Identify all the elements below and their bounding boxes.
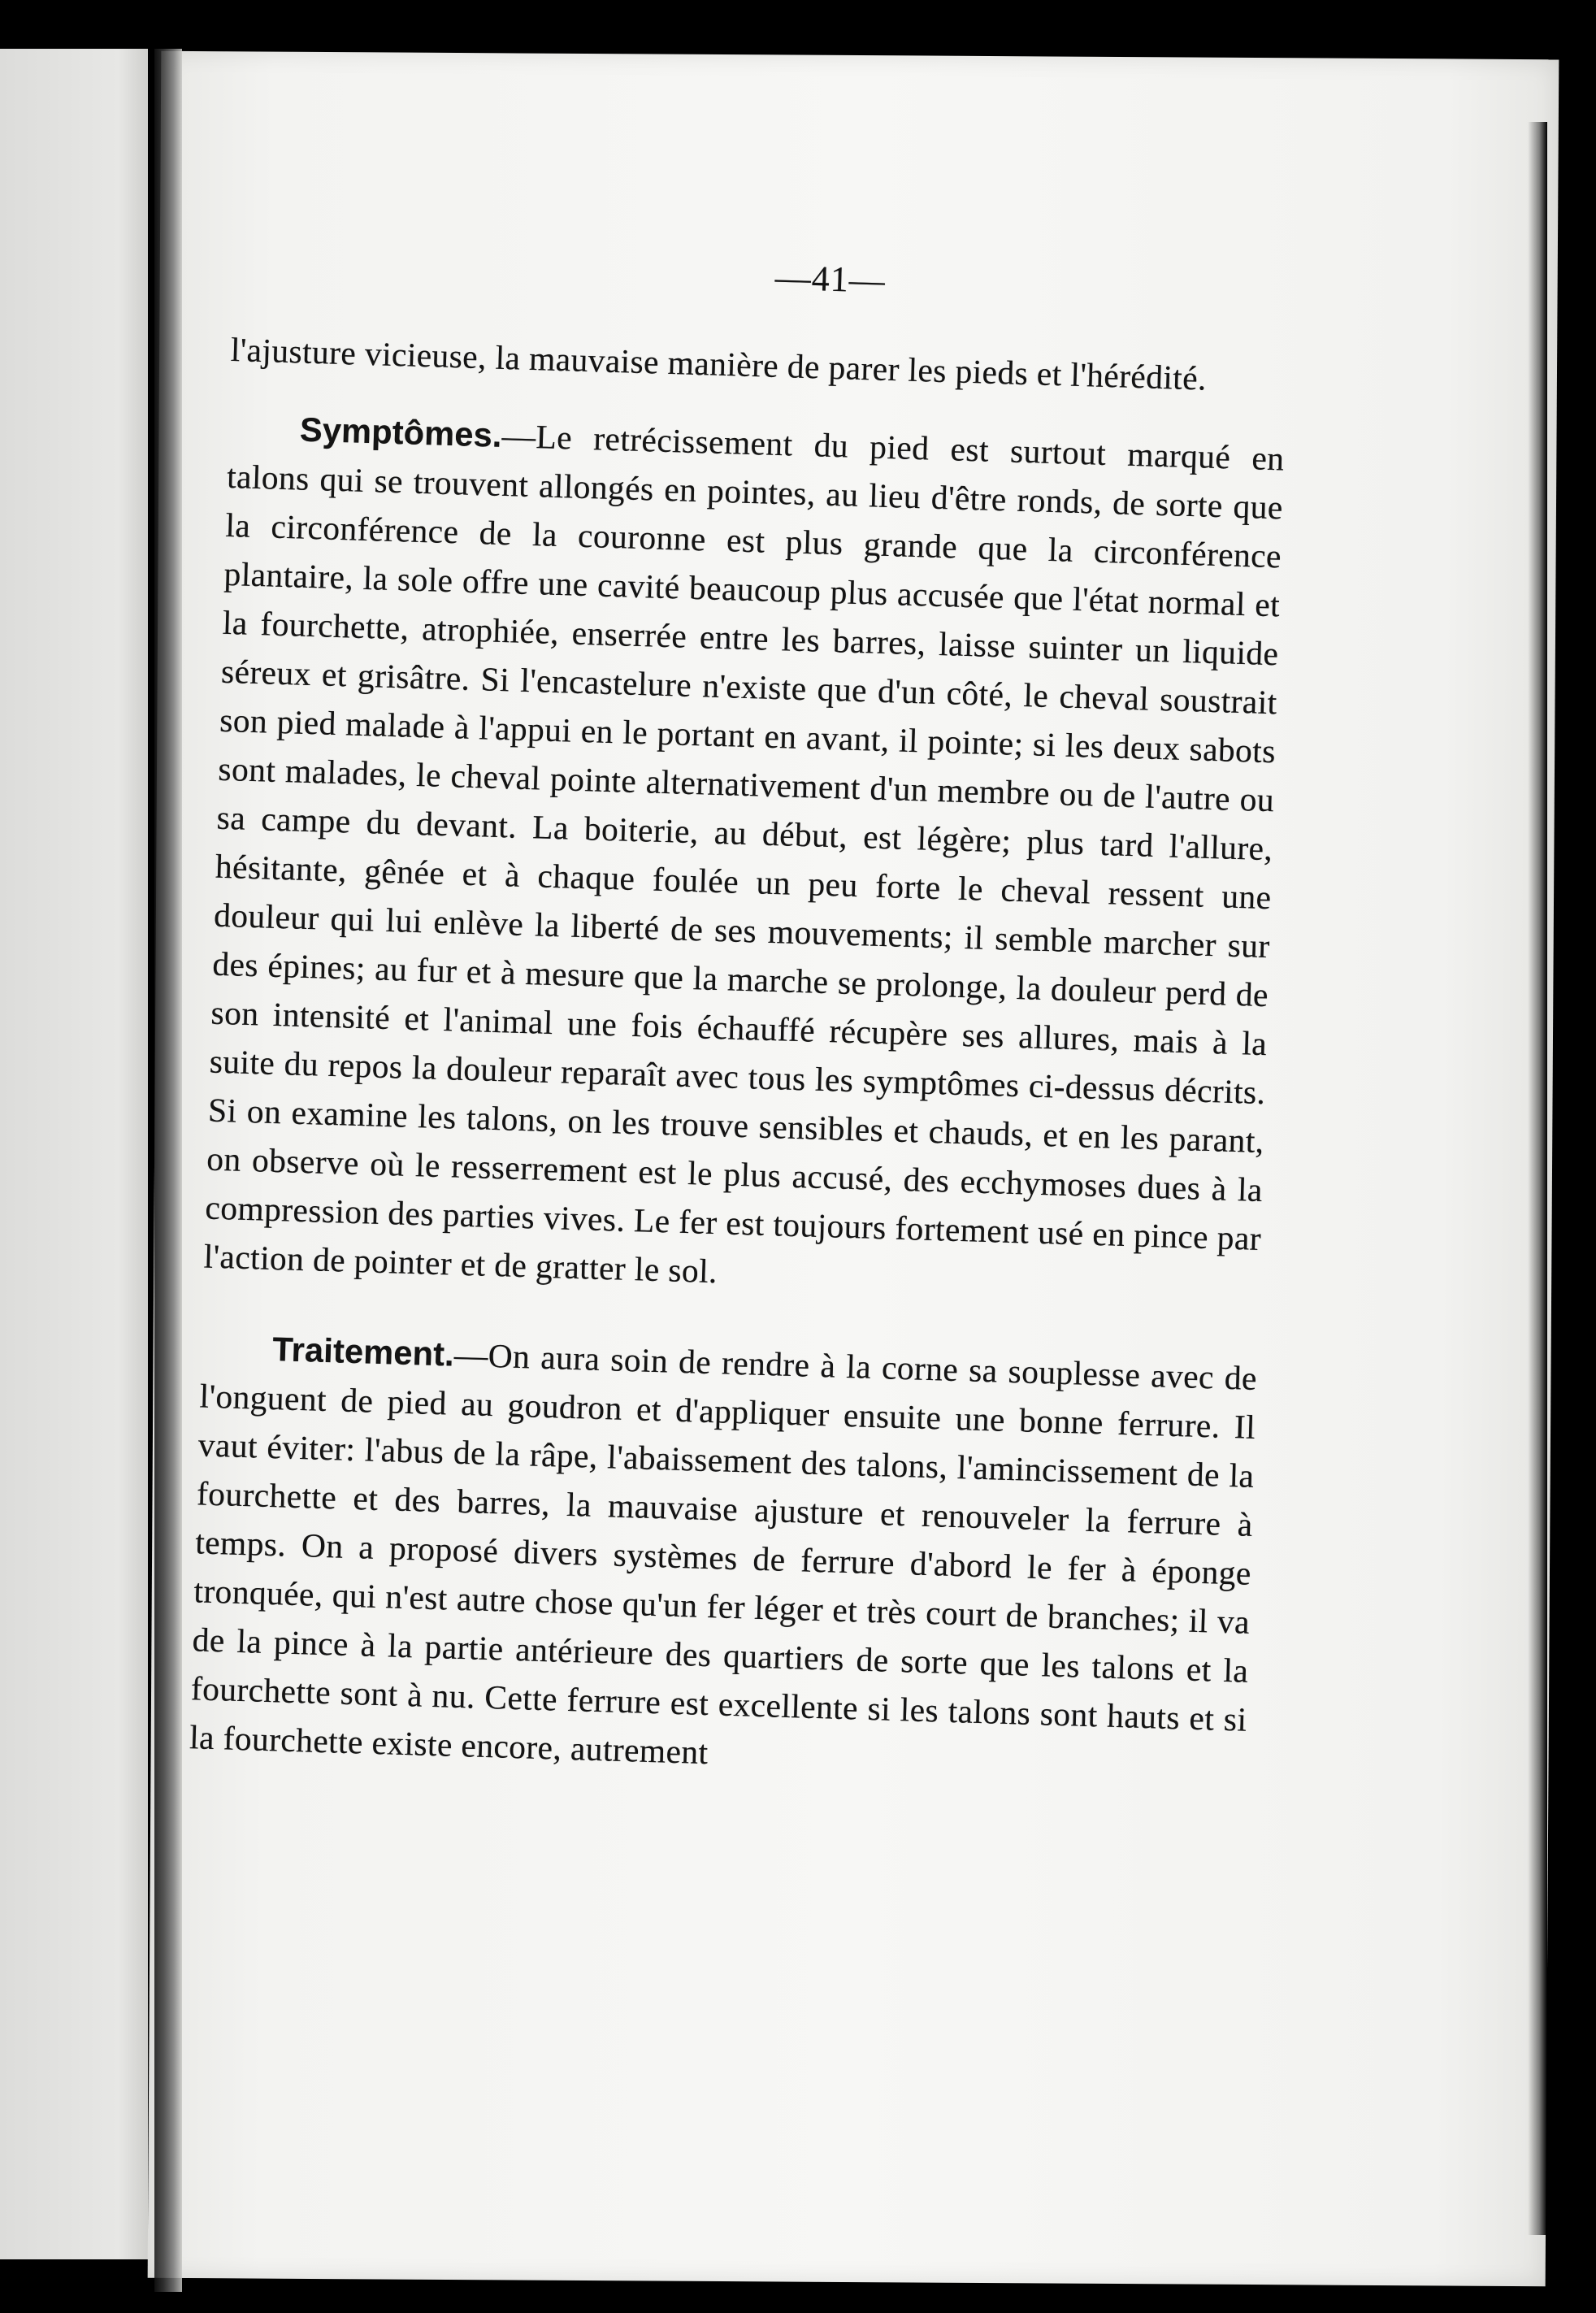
page-number: —41—: [774, 257, 887, 301]
paragraph-continuation: [230, 325, 1287, 406]
paragraph-text: —Le retrécissement du pied est surtout marqué en talons qui se trouvent allongés en pointes, au lieu d'être ronds, de sorte que la circonférence de la couronne est plus grande que la circonférence plantaire, la sole offre une cavité beaucoup plus accusée que l'état normal et la fourchette, atrophiée, enserrée entre les barres, laisse suinter un liquide séreux et grisâtre. Si l'encastelure n'existe que d'un côté, le cheval soustrait son pied malade à l'appui en le portant en avant, il pointe; si les deux sabots sont malades, le cheval pointe alternativement d'un membre ou de l'autre ou sa campe du devant. La boiterie, au début, est légère; plus tard l'allure, hésitante, gênée et à chaque foulée un peu forte le cheval ressent une douleur qui lui enlève la liberté de ses mouvements; il semble marcher sur des épines; au fur et à mesure que la marche se prolonge, la douleur perd de son intensité et l'animal une fois échauffé récupère ses allures, mais à la suite du repos la douleur reparaît avec tous les symptômes ci-dessus décrits. Si on examine les talons, on les trouve sensibles et chauds, et en les parant, on observe où le resserrement est le plus accusé, des ecchymoses dues à la compression des parties vives. Le fer est toujours fortement usé en pince par l'action de pointer et de gratter le sol.: [203, 416, 1286, 1291]
paragraph-text: —On aura soin de rendre à la corne sa souplesse avec de l'onguent de pied au goudron et d'appliquer ensuite une bonne ferrure. Il vaut éviter: l'abus de la râpe, l'abaissement des talons, l'amincissement de la fourchette et des barres, la mauvaise ajusture et renouveler la ferrure à temps. On a proposé divers systèmes de ferrure d'abord le fer à éponge tronquée, qui n'est autre chose qu'un fer léger et très court de branches; il va de la pince à la partie antérieure des quartiers de sorte que les talons et la fourchette sont à nu. Cette ferrure est excellente si les talons sont hauts et si la fourchette existe encore, autrement: [189, 1335, 1258, 1772]
paragraph-text: l'ajusture vicieuse, la mauvaise manière de parer les pieds et l'hérédité.: [230, 330, 1208, 397]
section-heading-traitement: Traitement.: [271, 1330, 455, 1373]
binding-gutter: [154, 49, 182, 2292]
paragraph-symptomes: [203, 403, 1285, 1312]
paragraph-traitement: [189, 1322, 1257, 1792]
page-text-block: [189, 237, 1290, 1793]
previous-page-edge: [0, 49, 148, 2259]
page-right-edge-shadow: [1528, 122, 1547, 2235]
section-heading-symptomes: Symptômes.: [299, 410, 503, 454]
